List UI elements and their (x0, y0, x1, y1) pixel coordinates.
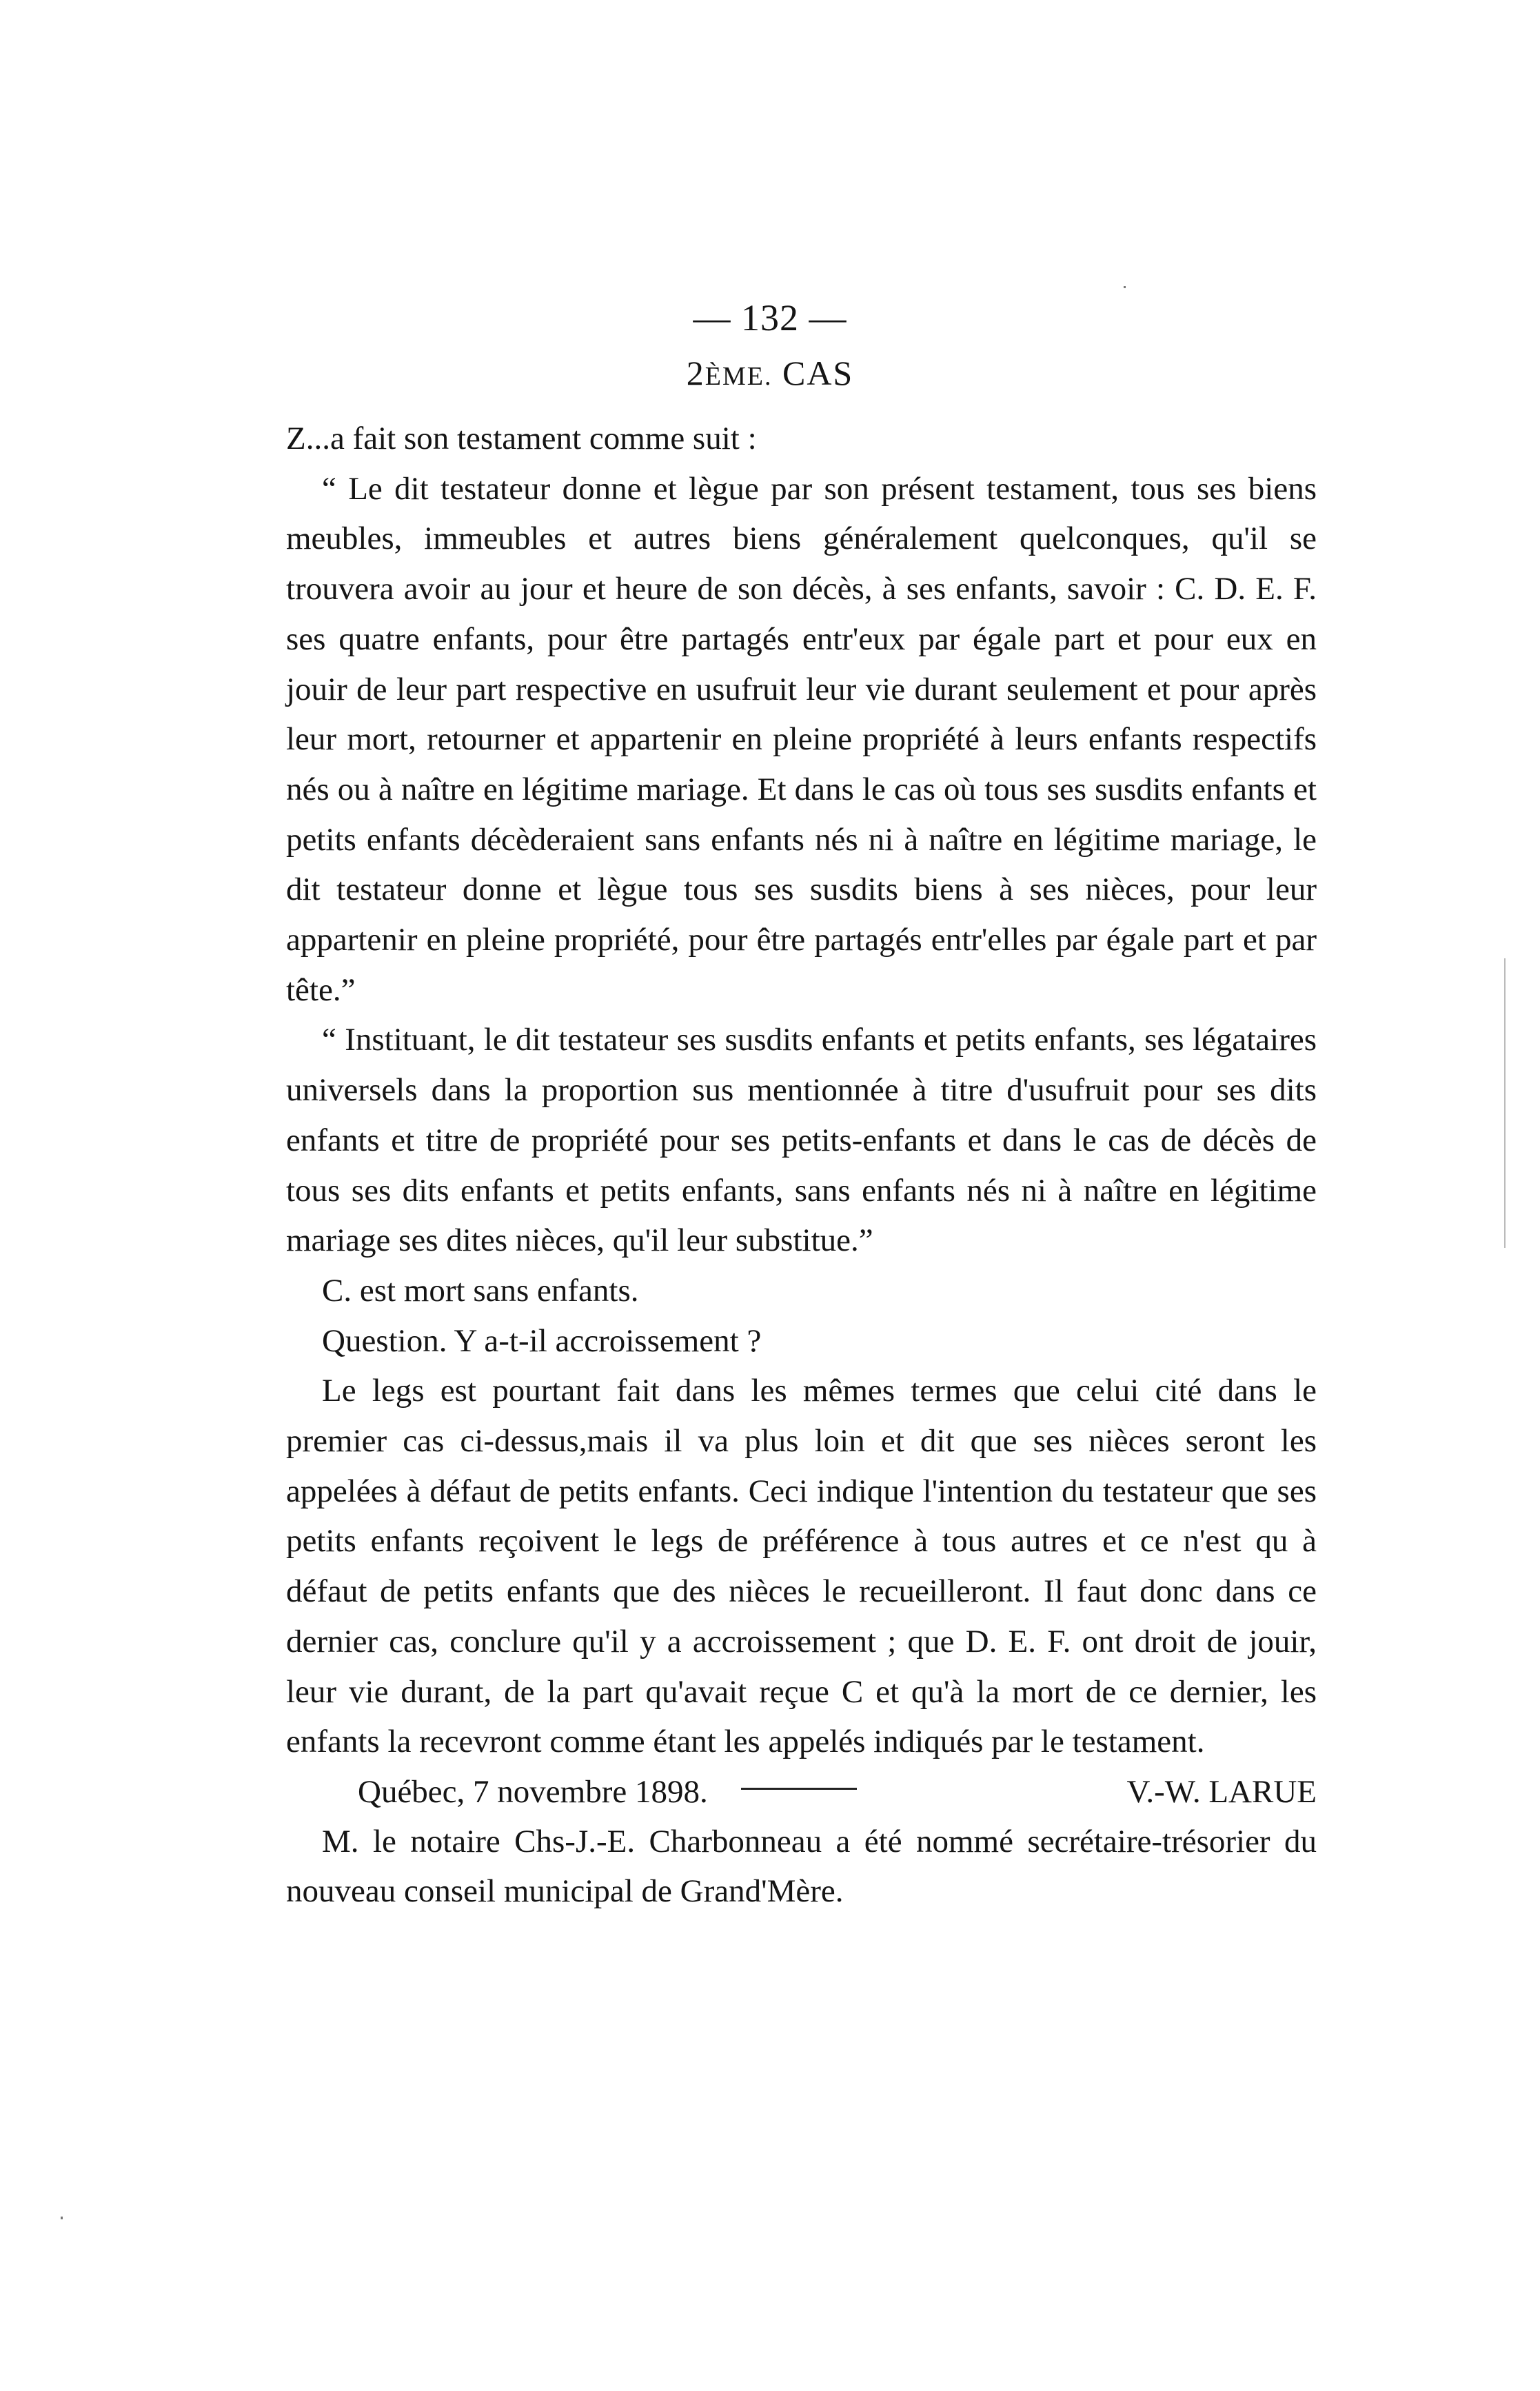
signature-name: V.-W. LARUE (1126, 1773, 1317, 1810)
section-divider (741, 1788, 857, 1790)
news-note (286, 1817, 1317, 1916)
scan-speck (1124, 286, 1126, 288)
section-title-number: 2 (686, 354, 705, 392)
section-title-word: CAS (772, 354, 854, 392)
page-number: — 132 — (693, 297, 847, 339)
section-title (0, 353, 1540, 393)
scan-edge-mark (1504, 958, 1506, 1248)
paragraph-intro: Z...a fait son testament comme suit : (286, 421, 757, 456)
body-text (286, 414, 1317, 1817)
section-title-ordinal: ÈME. (705, 362, 773, 391)
paragraph-question: Question. Y a-t-il accroissement ? (322, 1322, 762, 1359)
paragraph-fact: C. est mort sans enfants. (322, 1272, 639, 1309)
signature-place-date: Québec, 7 novembre 1898. (358, 1773, 708, 1810)
paragraph-testament-clause-1: “ Le dit testateur donne et lègue par son présent testament, tous ses biens meubles, immeubles et autres biens généralement quelconques, qu'il se trouvera avoir au jour et heure de son décès, à ses enfants, savoir : C. D. E. F. ses quatre enfants, pour être partagés entr'eux par égale part et pour eux en jouir de leur part respective en usufruit leur vie durant seulement et pour après leur mort, retourner et appartenir en pleine propriété à leurs enfants respectifs nés ou à naître en légitime mariage. Et dans le cas où tous ses susdits enfants et petits enfants décèderaient sans enfants nés ni à naître en légitime mariage, le dit testateur donne et lègue tous ses susdits biens à ses nièces, pour leur appartenir en pleine propriété, pour être partagés entr'elles par égale part et par tête.” (286, 470, 1317, 1008)
paragraph-answer: Le legs est pourtant fait dans les mêmes termes que celui cité dans le premier cas ci-dessus,mais il va plus loin et dit que ses nièces seront les appelées à défaut de petits enfants. Ceci indique l'intention du testateur que ses petits enfants reçoivent le legs de préférence à tous autres et ce n'est qu à défaut de petits enfants que des nièces le recueilleront. Il faut donc dans ce dernier cas, conclure qu'il y a accroissement ; que D. E. F. ont droit de jouir, leur vie durant, de la part qu'avait reçue C et qu'à la mort de ce dernier, les enfants la recevront comme étant les appelés indiqués par le testament. (286, 1373, 1317, 1760)
paragraph-testament-clause-2: “ Instituant, le dit testateur ses susdits enfants et petits enfants, ses légataires universels dans la proportion sus mentionnée à titre d'usufruit pour ses dits enfants et titre de propriété pour ses petits-enfants et dans le cas de décès de tous ses dits enfants et petits enfants, sans enfants nés ni à naître en légitime mariage ses dites nièces, qu'il leur substitue.” (286, 1022, 1317, 1259)
news-note-text: M. le notaire Chs-J.-E. Charbonneau a été nommé secrétaire-trésorier du nouveau conseil municipal de Grand'Mère. (286, 1824, 1317, 1909)
signature-line (286, 1767, 1317, 1817)
scan-speck (61, 2217, 63, 2219)
